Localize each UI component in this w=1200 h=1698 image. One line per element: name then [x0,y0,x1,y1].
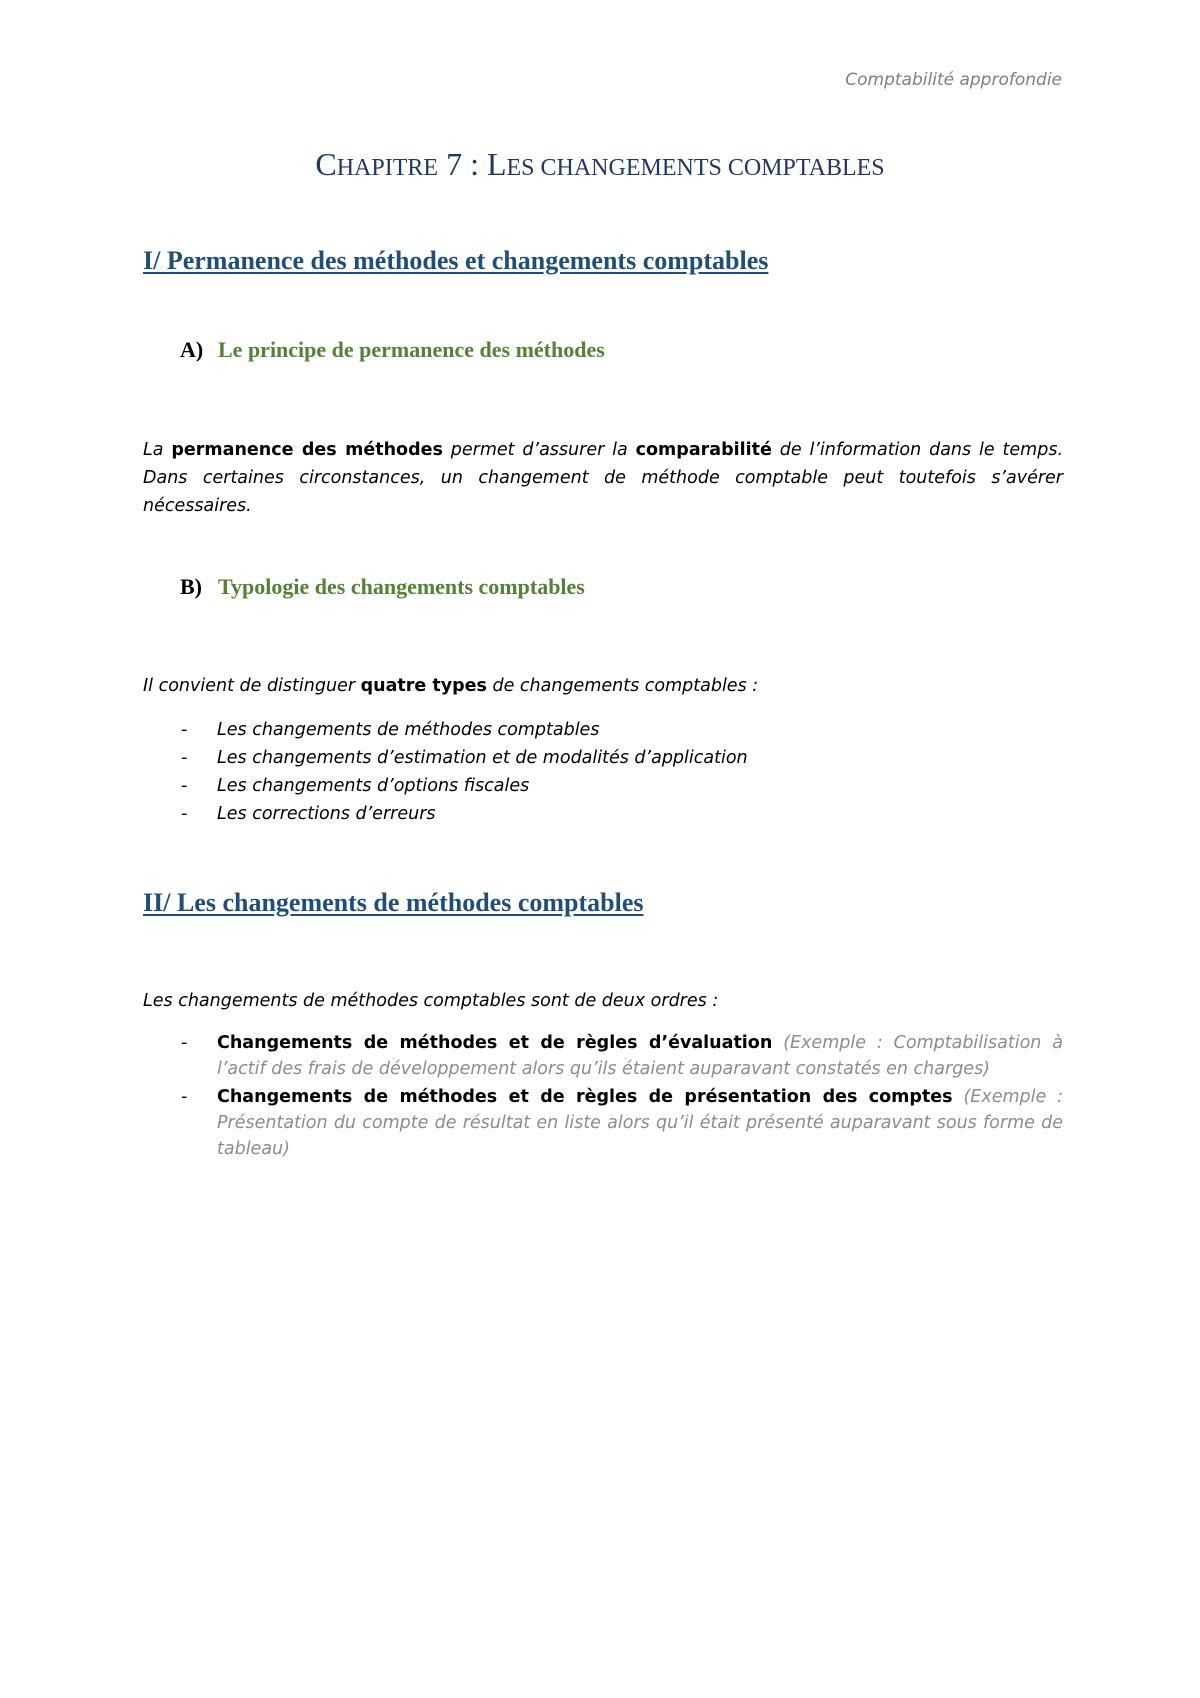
section2-intro-text: Les changements de méthodes comptables sont de deux ordres : [143,991,719,1011]
list-item-text: Les changements d’estimation et de modalités d’application [217,748,748,768]
list-dash: - [181,1087,188,1107]
para-bold-permanence: permanence des méthodes [171,440,443,460]
subsection-b-letter: B) [180,574,202,599]
chapter-prefix-initial: C [315,146,337,182]
subsection-a-title: Le principe de permanence des méthodes [218,337,605,362]
list-item [143,1030,1063,1082]
list-item [143,744,1063,772]
list-item-text: Les changements de méthodes comptables [217,720,600,740]
para-text-1: La [143,440,172,460]
list-dash: - [181,720,188,740]
subsection-b-title: Typologie des changements comptables [218,574,585,599]
typology-list [143,716,1063,828]
para-bold-comparabilite: comparabilité [635,440,772,460]
permanence-paragraph [143,436,1063,520]
method-change-list [143,1030,1063,1164]
typology-intro-text-1: Il convient de distinguer [143,676,361,696]
list-item-example: (Exemple : Présentation du compte de résultat en liste alors qu’il était présenté auparavant sous forme de tableau) [217,1087,1063,1159]
typology-intro-text-2: de changements comptables : [486,676,759,696]
list-item-bold: Changements de méthodes et de règles d’évaluation [217,1033,773,1053]
list-item-text: Les corrections d’erreurs [217,804,436,824]
list-item [143,716,1063,744]
list-dash: - [181,804,188,824]
subsection-b-heading [180,574,585,600]
section1-heading: I/ Permanence des méthodes et changements comptables [143,246,769,275]
typology-intro-bold: quatre types [360,676,487,696]
para-text-3: de l’information dans le temps. Dans certaines circonstances, un changement de méthode comptable peut toutefois s’avérer nécessaires. [143,440,1064,516]
running-header: Comptabilité approfondie [845,70,1062,90]
chapter-number: 7 : [446,146,479,182]
list-item [143,800,1063,828]
chapter-title-rest: ES CHANGEMENTS COMPTABLES [506,155,885,181]
chapter-title-initial: L [486,146,507,182]
list-item [143,772,1063,800]
list-item-bold: Changements de méthodes et de règles de présentation des comptes [217,1087,953,1107]
chapter-prefix-rest: HAPITRE [336,155,439,181]
list-dash: - [181,748,188,768]
list-item-text: Les changements d’options fiscales [217,776,530,796]
para-text-2: permet d’assurer la [442,440,636,460]
section2-heading: II/ Les changements de méthodes comptables [143,888,644,917]
section2-intro [143,987,1063,1015]
subsection-a-letter: A) [180,337,204,362]
list-item [143,1084,1063,1162]
subsection-a-heading [180,337,605,363]
typology-intro [143,672,1063,700]
list-dash: - [181,776,188,796]
list-dash: - [181,1033,188,1053]
chapter-title [0,146,1200,183]
list-item-example: (Exemple : Comptabilisation à l’actif des frais de développement alors qu’ils étaient auparavant constatés en charges) [217,1033,1063,1079]
